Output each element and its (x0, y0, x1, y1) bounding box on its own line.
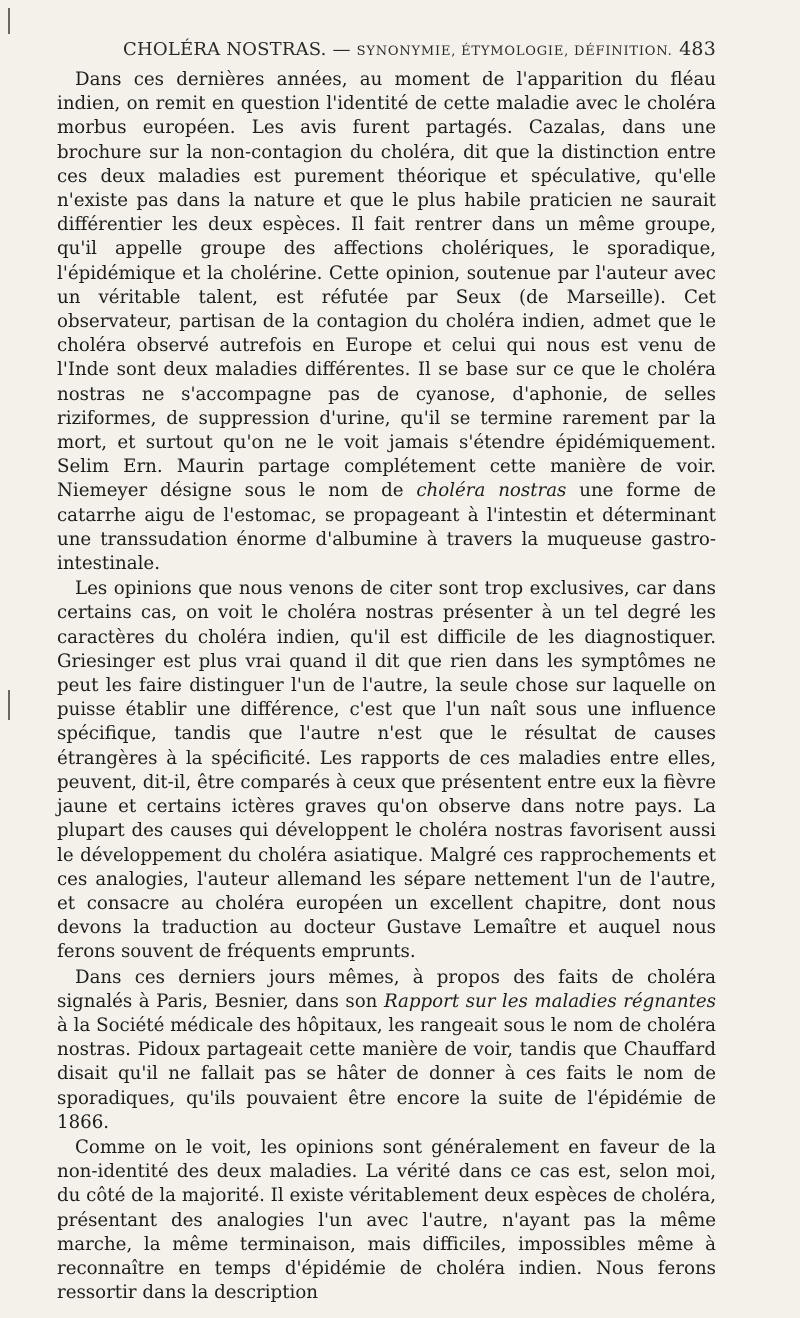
header-title: CHOLÉRA NOSTRAS. (123, 39, 327, 60)
paragraph-3-text-b: à la Société médicale des hôpitaux, les rangeait sous le nom de choléra nostras. Pidoux partageait cette manière de voir, tandis que Chauffard disait qu'il ne fallait pas se hâter de donner à ces faits le nom de sporadiques, qu'ils pouvaient être encore la suite de l'épidémie de 1866. (57, 1014, 716, 1133)
paragraph-2: Les opinions que nous venons de citer sont trop exclusives, car dans certains cas, on voit le choléra nostras présenter à un tel degré les caractères du choléra indien, qu'il est difficile de les diagnostiquer. Griesinger est plus vrai quand il dit que rien dans les symptômes ne peut les faire distinguer l'un de l'autre, la seule chose sur laquelle on puisse établir une différence, c'est que l'un naît sous une influence spécifique, tandis que l'autre n'est que le résultat de causes étrangères à la spécificité. Les rapports de ces maladies entre elles, peuvent, dit-il, être comparés à ceux que présentent entre eux la fièvre jaune et certains ictères graves qu'on observe dans notre pays. La plupart des causes qui développent le choléra nostras favorisent aussi le développement du choléra asiatique. Malgré ces rapprochements et ces analogies, l'auteur allemand les sépare nettement l'un de l'autre, et consacre au choléra européen un excellent chapitre, dont nous devons la traduction au docteur Gustave Lemaître et auquel nous ferons souvent de fréquents emprunts. (57, 578, 716, 963)
paragraph-4: Comme on le voit, les opinions sont généralement en faveur de la non-identité des deux maladies. La vérité dans ce cas est, selon moi, du côté de la majorité. Il existe véritablement deux espèces de choléra, présentant des analogies l'un avec l'autre, n'ayant pas la même marche, la même terminaison, mais difficiles, impossibles même à reconnaître en temps d'épidémie de choléra indien. Nous ferons ressortir dans la description (57, 1136, 716, 1304)
paragraph-3-text-a: Dans ces derniers jours mêmes, à propos des faits de choléra signalés à Paris, Besnier, dans son (57, 966, 716, 1012)
paragraph-1 (57, 68, 716, 576)
paragraph-3-italic: Rapport sur les maladies régnantes (383, 990, 716, 1012)
spine-edge-mark (8, 8, 10, 34)
header-dash: — (332, 39, 351, 60)
paragraph-1-italic: choléra nostras (416, 480, 567, 502)
running-head (123, 38, 716, 60)
paragraph-3 (57, 966, 716, 1135)
header-left (123, 39, 673, 60)
paragraph-1-text-a: Dans ces dernières années, au moment de l'apparition du fléau indien, on remit en question l'identité de cette maladie avec le choléra morbus européen. Les avis furent partagés. Cazalas, dans une brochure sur la non-contagion du choléra, dit que la distinction entre ces deux maladies est purement théorique et spéculative, qu'elle n'existe pas dans la nature et que le plus habile praticien ne saurait différentier les deux espèces. Il fait rentrer dans un même groupe, qu'il appelle groupe des affections cholériques, le sporadique, l'épidémique et la cholérine. Cette opinion, soutenue par l'auteur avec un véritable talent, est réfutée par Seux (de Marseille). Cet observateur, partisan de la contagion du choléra indien, admet que le choléra observé autrefois en Europe et celui qui nous est venu de l'Inde sont deux maladies différentes. Il se base sur ce que le choléra nostras ne s'accompagne pas de cyanose, d'aphonie, de selles riziformes, de suppression d'urine, qu'il se termine rarement par la mort, et surtout qu'on ne le voit jamais s'étendre épidémiquement. Selim Ern. Maurin partage complétement cette manière de voir. Niemeyer désigne sous le nom de (57, 69, 716, 502)
spine-edge-mark (8, 690, 10, 720)
header-subtitle: SYNONYMIE, ÉTYMOLOGIE, DÉFINITION. (356, 44, 673, 59)
paragraph-1-text-b: une forme de catarrhe aigu de l'estomac, se propageant à l'intestin et déterminant une transsudation énorme d'albumine à travers la muqueuse gastro-intestinale. (57, 480, 716, 575)
page-number: 483 (679, 38, 716, 60)
